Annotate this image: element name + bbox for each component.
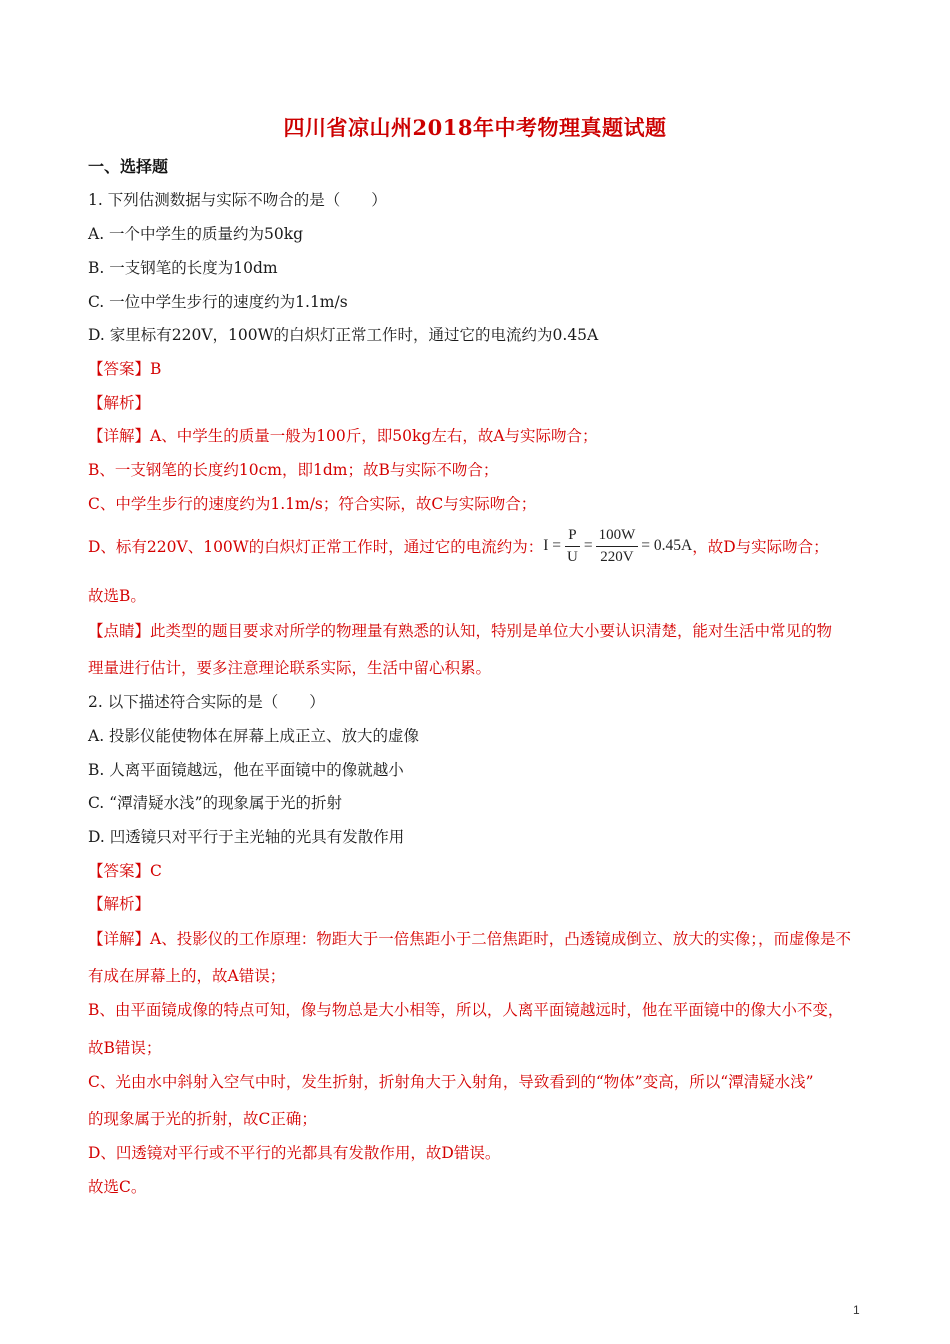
formula-suffix: ，故D与实际吻合； <box>692 538 829 556</box>
page-number: 1 <box>853 1303 860 1317</box>
fraction-denominator: 220V <box>600 548 634 565</box>
question-2-detail-line: 有成在屏幕上的，故A错误； <box>88 967 286 985</box>
question-1-stem: 1. 下列估测数据与实际不吻合的是（ ） <box>88 191 387 209</box>
question-2-option-a: A. 投影仪能使物体在屏幕上成正立、放大的虚像 <box>88 727 420 745</box>
question-2-detail-line: 的现象属于光的折射，故C正确； <box>88 1110 317 1128</box>
question-2-option-b: B. 人离平面镜越远，他在平面镜中的像就越小 <box>88 761 404 779</box>
fraction-denominator: U <box>567 548 578 565</box>
question-1-option-c: C. 一位中学生步行的速度约为1.1m/s <box>88 293 348 311</box>
question-1-detail-line: B、一支钢笔的长度约10cm，即1dm；故B与实际不吻合； <box>88 461 499 479</box>
question-1-option-b: B. 一支钢笔的长度为10dm <box>88 259 278 277</box>
question-1-conclusion: 故选B。 <box>88 587 146 605</box>
question-1-comment-line: 【点睛】此类型的题目要求对所学的物理量有熟悉的认知，特别是单位大小要认识清楚，能对生活中常见的物 <box>88 622 833 640</box>
question-2-detail-line: 故B错误； <box>88 1039 162 1057</box>
formula-lhs: I = <box>543 537 562 554</box>
question-1-formula-line <box>88 521 829 571</box>
formula-equals: = <box>583 537 593 554</box>
question-2-detail-line: 【详解】A、投影仪的工作原理：物距大于一倍焦距小于二倍焦距时，凸透镜成倒立、放大的实像；，而虚像是不 <box>88 930 851 948</box>
fraction-p-over-u <box>564 525 581 568</box>
question-2-detail-line: D、凹透镜对平行或不平行的光都具有发散作用，故D错误。 <box>88 1144 501 1162</box>
question-1-option-d: D. 家里标有220V，100W的白炽灯正常工作时，通过它的电流约为0.45A <box>88 326 599 344</box>
question-2-answer: 【答案】C <box>88 862 162 880</box>
question-1-detail-line: 【详解】A、中学生的质量一般为100斤，即50kg左右，故A与实际吻合； <box>88 427 598 445</box>
question-2-option-d: D. 凹透镜只对平行于主光轴的光具有发散作用 <box>88 828 405 846</box>
page-title: 四川省凉山州2018年中考物理真题试题 <box>283 115 667 140</box>
section-heading: 一、选择题 <box>88 157 169 176</box>
question-2-detail-line: B、由平面镜成像的特点可知，像与物总是大小相等，所以，人离平面镜越远时，他在平面镜中的像大小不变， <box>88 1001 844 1019</box>
question-1-option-a: A. 一个中学生的质量约为50kg <box>88 225 304 243</box>
question-2-detail-line: C、光由水中斜射入空气中时，发生折射，折射角大于入射角，导致看到的“物体”变高，所以“潭清疑水浅” <box>88 1073 814 1091</box>
question-2-analysis-label: 【解析】 <box>88 895 151 913</box>
fraction-numerator: P <box>565 525 579 547</box>
fraction-power-over-voltage <box>596 525 639 568</box>
question-1-answer: 【答案】B <box>88 360 162 378</box>
question-1-comment-line: 理量进行估计，要多注意理论联系实际，生活中留心积累。 <box>88 659 492 677</box>
question-1-detail-line: C、中学生步行的速度约为1.1m/s；符合实际，故C与实际吻合； <box>88 495 537 513</box>
formula-result: = 0.45A <box>641 537 693 554</box>
question-2-option-c: C. “潭清疑水浅”的现象属于光的折射 <box>88 794 343 812</box>
fraction-numerator: 100W <box>596 525 639 547</box>
question-2-stem: 2. 以下描述符合实际的是（ ） <box>88 693 325 711</box>
question-1-analysis-label: 【解析】 <box>88 394 151 412</box>
formula-prefix: D、标有220V、100W的白炽灯正常工作时，通过它的电流约为： <box>88 538 544 556</box>
question-2-conclusion: 故选C。 <box>88 1178 147 1196</box>
